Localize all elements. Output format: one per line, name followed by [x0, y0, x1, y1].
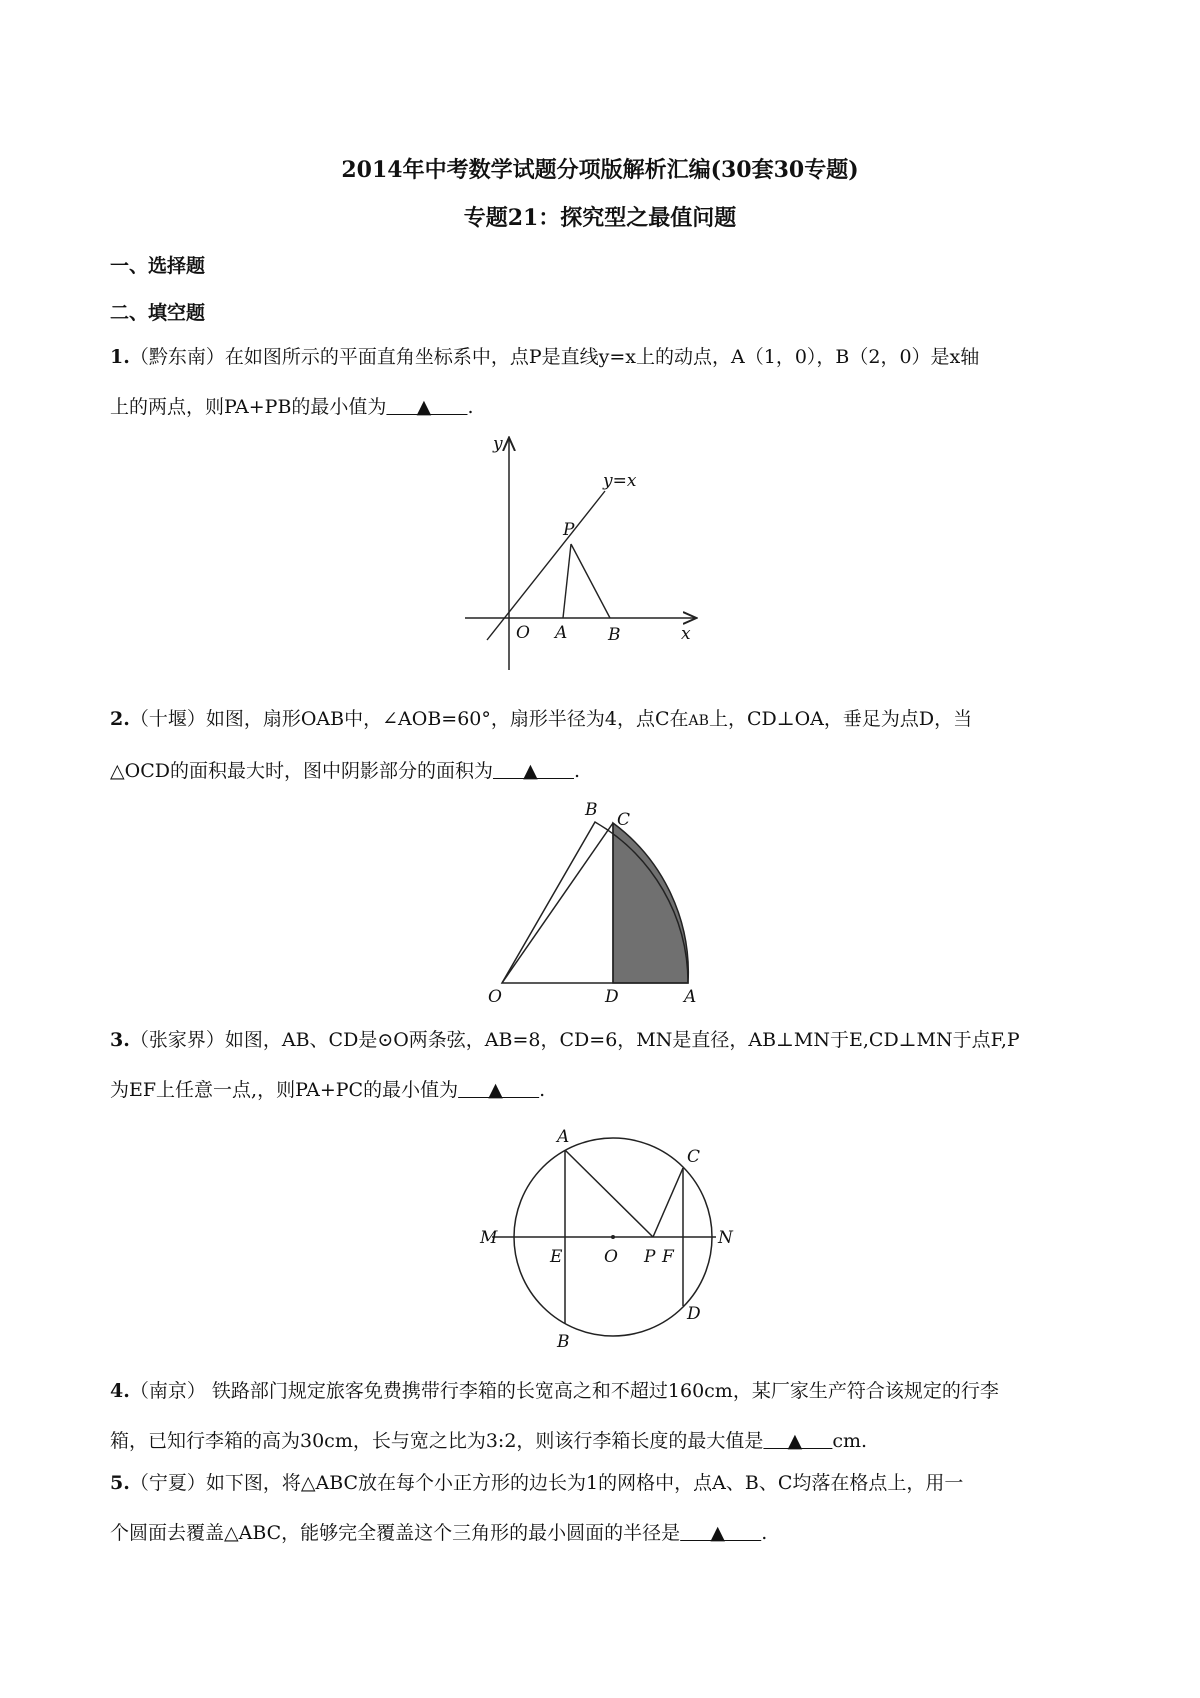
question-4	[110, 1376, 1100, 1456]
label-C: C	[617, 810, 631, 830]
answer-blank: ▲	[763, 1430, 833, 1452]
center-dot	[611, 1235, 615, 1239]
label-O: O	[488, 987, 502, 1007]
question-2	[110, 704, 1100, 786]
arc-label: AB	[688, 713, 709, 729]
label-B: B	[608, 625, 621, 645]
question-text: 上，CD⊥OA，垂足为点D，当	[708, 708, 973, 730]
figure-1-coordinate-plane	[455, 425, 715, 675]
question-source: （张家界）	[129, 1029, 225, 1051]
question-1	[110, 342, 1100, 422]
label-x: x	[681, 624, 691, 644]
label-N: N	[718, 1228, 733, 1248]
question-number: 3.	[110, 1029, 130, 1051]
question-number: 2.	[110, 708, 130, 730]
label-O: O	[604, 1247, 618, 1267]
page-subtitle: 专题21：探究型之最值问题	[463, 205, 737, 231]
question-5	[110, 1468, 1100, 1548]
label-B: B	[585, 800, 598, 820]
question-text: 如图，AB、CD是⊙O两条弦，AB=8，CD=6，MN是直径，AB⊥MN于E,CD⊥MN于点F,P	[224, 1029, 1020, 1051]
answer-blank: ▲	[680, 1522, 762, 1544]
label-D: D	[605, 987, 619, 1007]
label-M: M	[480, 1228, 498, 1248]
label-D: D	[687, 1304, 701, 1324]
shaded-region	[613, 823, 688, 983]
section-fill: 二、填空题	[110, 302, 206, 324]
figure-2-sector	[480, 795, 710, 1010]
label-E: E	[550, 1247, 563, 1267]
question-text: 在如图所示的平面直角坐标系中，点P是直线y=x上的动点，A（1，0），B（2，0）是x轴	[224, 346, 980, 368]
label-A: A	[555, 623, 568, 643]
question-tail: .	[539, 1079, 546, 1101]
question-tail: .	[467, 396, 474, 418]
answer-blank: ▲	[458, 1079, 540, 1101]
segment-PA	[565, 1150, 653, 1237]
question-tail: .	[761, 1522, 768, 1544]
question-number: 5.	[110, 1472, 130, 1494]
label-P: P	[563, 520, 575, 540]
answer-blank: ▲	[492, 760, 575, 782]
label-A: A	[684, 987, 697, 1007]
section-choice: 一、选择题	[110, 255, 206, 277]
question-source: （十堰）	[129, 708, 206, 730]
label-A: A	[557, 1127, 570, 1147]
question-number: 1.	[110, 346, 130, 368]
segment-OC	[502, 823, 613, 983]
question-number: 4.	[110, 1380, 130, 1402]
segment-PC	[653, 1168, 683, 1237]
question-text: 箱，已知行李箱的高为30cm，长与宽之比为3:2，则该行李箱长度的最大值是	[110, 1430, 764, 1452]
label-C: C	[687, 1147, 701, 1167]
question-text: 如下图，将△ABC放在每个小正方形的边长为1的网格中，点A、B、C均落在格点上，用一	[205, 1472, 964, 1494]
label-line-eq: y=x	[603, 471, 637, 491]
question-text: 个圆面去覆盖△ABC，能够完全覆盖这个三角形的最小圆面的半径是	[110, 1522, 681, 1544]
label-y: y	[493, 434, 503, 454]
label-B: B	[557, 1332, 570, 1352]
question-source: （宁夏）	[129, 1472, 206, 1494]
segment-PA	[563, 544, 571, 618]
question-text: △OCD的面积最大时，图中阴影部分的面积为	[110, 760, 493, 782]
answer-blank: ▲	[386, 396, 468, 418]
question-tail: .	[574, 760, 581, 782]
page-title: 2014年中考数学试题分项版解析汇编(30套30专题)	[341, 157, 859, 183]
segment-PB	[571, 544, 610, 618]
label-P: P	[644, 1247, 656, 1267]
question-source: （黔东南）	[129, 346, 225, 368]
question-source: （南京）	[129, 1380, 206, 1402]
question-text: 铁路部门规定旅客免费携带行李箱的长宽高之和不超过160cm，某厂家生产符合该规定的行李	[205, 1380, 999, 1402]
question-3	[110, 1025, 1100, 1105]
question-tail: cm.	[832, 1430, 868, 1452]
label-F: F	[662, 1247, 674, 1267]
label-O: O	[516, 623, 530, 643]
question-text: 如图，扇形OAB中，∠AOB=60°，扇形半径为4，点C在	[205, 708, 689, 730]
figure-3-circle	[478, 1112, 738, 1357]
question-text: 上的两点，则PA+PB的最小值为	[110, 396, 387, 418]
question-text: 为EF上任意一点,，则PA+PC的最小值为	[110, 1079, 459, 1101]
